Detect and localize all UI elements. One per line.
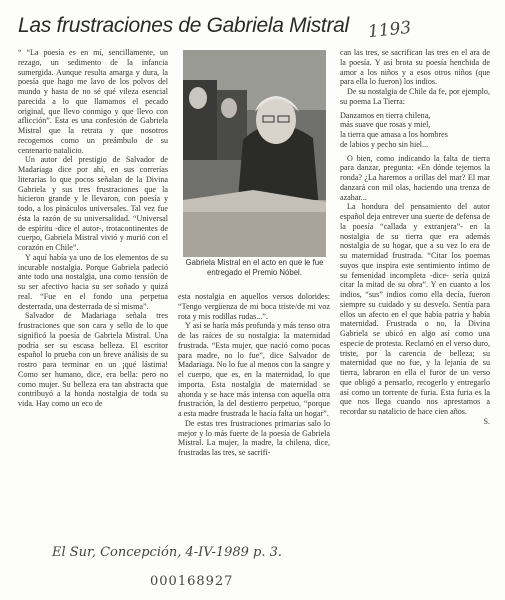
paragraph: La hondura del pensamiento del autor español deja entrever una suerte de defensa de la poesía “callada y extranjera”- en la nostalgia de su tierra que era además nostalgia de su hogar, que a su vez lo era de su maternidad frustrada. “Citar los poemas suyos que inspira este sentimiento íntimo de su femenidad incompleta -dice- sería quizá citar la mitad de su obra”. Y en cuanto a los indios, “sus” indios como ella decía, fueron siempre su cuidado y su desvelo. Sentía para ellos un afecto en el que había patria y había maternidad. Frustrada o no, la Divina Gabriela se ubicó en algo así como una especie de protesta. Reclamó en el verso duro, triste, por la carencia de belleza; su maternidad que no fue, y la lejanía de su tierra, labraron en ella el furor de un verso que obligó a pensarlo, recogerlo y entregarlo así como un torrente de furia. Esta furia es la que nos llega cuando nos aprestamos a recordar su natalicio de hace cien años. <box>340 202 490 416</box>
paragraph: Y así se haría más profunda y más tenso otra de las raíces de su nostalgia: la maternidad frustrada. “Esta mujer, que nació como pocas para madre, no lo fue”, dice Salvador de Madariaga. No lo fue al menos con la sangre y el cuerpo, que es, en la maternidad, lo que importa. Esta nostalgia de maternidad se ahonda y se hace más intensa con aquella otra frustración, la del destierro perpetuo, “porque a esta madre frustrada le hacía falta un hogar”. <box>178 321 330 418</box>
paragraph: “ “La poesía es en mí, sencillamente, un rezago, un sedimento de la infancia sumergida. Aunque resulta amarga y dura, la poesía que hago me lavo de los polvos del mundo y hasta de no sé qué vileza esencial parecida a lo que llamamos el pecado original, que llevo conmigo y que llevo con aflicción”. Esta es una confesión de Gabriela Mistral que la retrata y que nosotros recogemos como un preámbulo de su centenario natalicio. <box>18 48 168 155</box>
paragraph: De estas tres frustraciones primarias salo lo mejor y lo más fuerte de la poesía de Gabriela Mistral. La mujer, la madre, la chilena, dice, frustradas las tres, se sacrifi- <box>178 418 330 457</box>
photo-image <box>183 50 326 257</box>
article-photo <box>183 50 326 257</box>
paragraph: Salvador de Madariaga señala tres frustraciones que son cara y sello de lo que significó la poesía de Gabriela Mistral. Una podría ser su escasa belleza. El escritor español lo prueba con un breve análisis de su rostro para terminar en un ¡qué lástima! Como ser humano, dice, era bella: pero no como mujer. Su belleza era tan abstracta que contribuyó a la honda nostalgia de toda su vida. Hay como un eco de <box>18 311 168 408</box>
handwritten-page-number: 1193 <box>367 17 413 43</box>
paragraph: esta nostalgia en aquellos versos dolorides: “Tengo vergüenza de mi boca triste/de mi voz rota y mis rodillas rudas...”. <box>178 292 330 321</box>
handwritten-catalog-number: 000168927 <box>150 574 234 589</box>
author-signature: S. <box>483 416 490 426</box>
poem-excerpt: Danzamos en tierra chilena, más suave que rosas y miel, la tierra que amasa a los hombres de labios y pecho sin hiel... <box>340 110 448 149</box>
article-column-1 <box>18 48 168 409</box>
paragraph: can las tres, se sacrifican las tres en el ara de la poesía. Y así brota su poesía henchida de amor a los niños y a esos otros niños (que para ella lo fueron) los indios. <box>340 48 490 87</box>
paragraph: De su nostalgia de Chile da fe, por ejemplo, su poema La Tierra: <box>340 87 490 106</box>
article-column-2 <box>178 292 330 458</box>
paragraph: O bien, como indicando la falta de tierra para danzar, pregunta: «En dónde tejemos la ronda? ¿La haremos a orillas del mar? El mar danzará con mil olas, haciendo una trenza de azahar... <box>340 153 490 202</box>
handwritten-source-note: El Sur, Concepción, 4-IV-1989 p. 3. <box>52 545 283 560</box>
paragraph: Y aquí había ya uno de los elementos de su incurable nostalgia. Porque Gabriela padeció ante todo una nostalgia, una como tensión de su ser afectivo hacia su ser soñado y quizá real. “Fue en el fondo una perpetua desterrada, una desterrada de sí misma”. <box>18 252 168 311</box>
photo-caption: Gabriela Mistral en el acto en que le fue entregado el Premio Nóbel. <box>185 258 324 277</box>
article-headline: Las frustraciones de Gabriela Mistral <box>18 14 349 37</box>
paragraph: Un autor del prestigio de Salvador de Madariaga dice por ahí, en sus correrías literarias lo que pocos señalan de la Divina Gabriela y sus tres frustraciones que la hicieron grande y le llevaron, con poesía y todo, a los pináculos universales. Tal vez fue ésta la razón de su universalidad. “Universal de espíritu -dice el autor-, trotacontinentes de cuerpo, Gabriela Mistral vivió y murió con el corazón en Chile”. <box>18 155 168 252</box>
article-column-3 <box>340 48 490 427</box>
